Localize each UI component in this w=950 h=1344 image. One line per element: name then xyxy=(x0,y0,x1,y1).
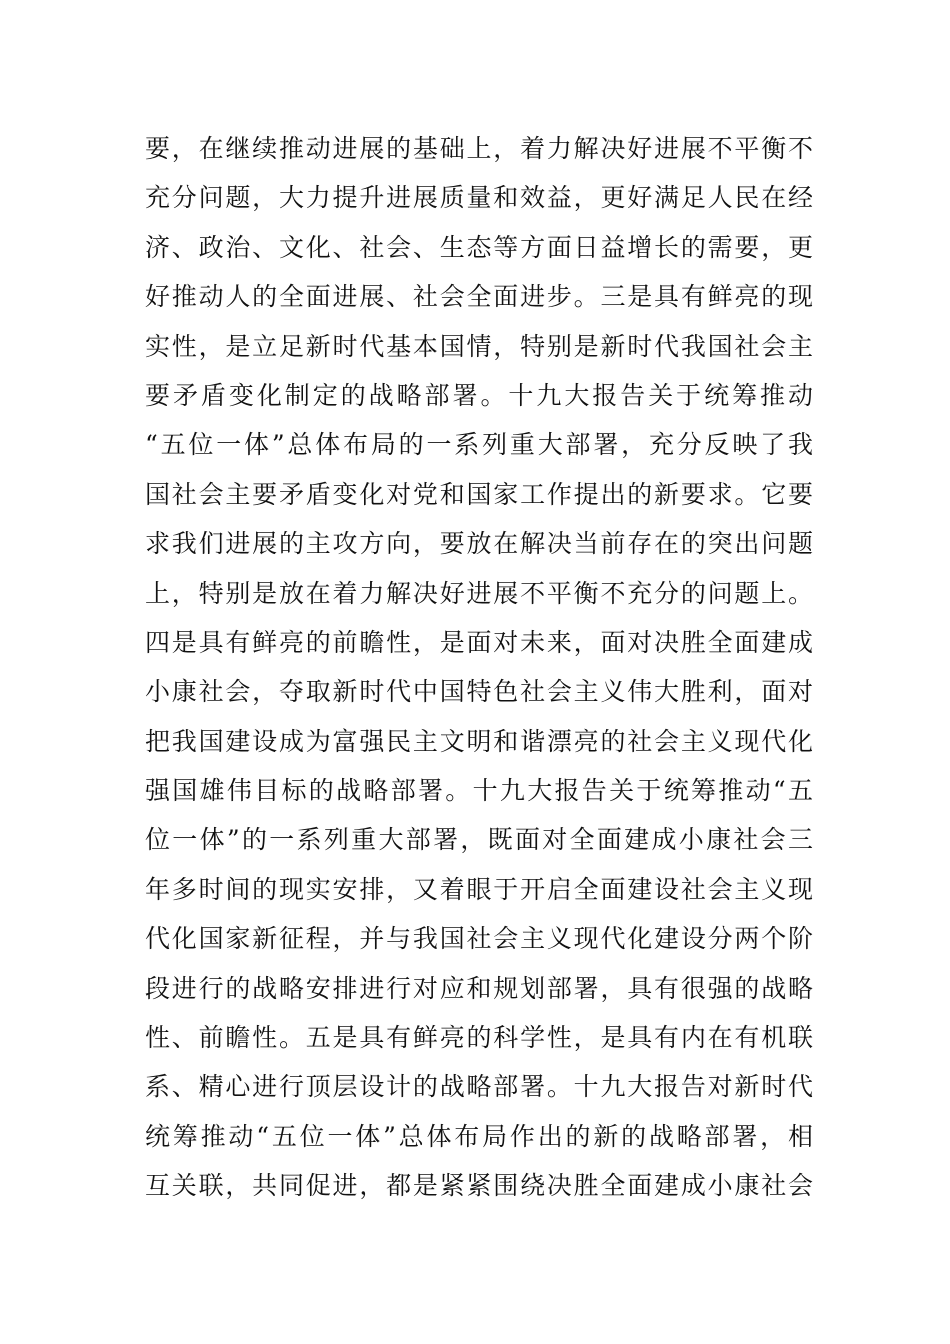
text-line-9: 求我们进展的主攻方向，要放在解决当前存在的突出问题 xyxy=(145,529,813,559)
text-line-2: 充分问题，大力提升进展质量和效益，更好满足人民在经 xyxy=(145,183,813,213)
text-line-4: 好推动人的全面进展、社会全面进步。三是具有鲜亮的现 xyxy=(145,282,813,312)
text-line-1: 要，在继续推动进展的基础上，着力解决好进展不平衡不 xyxy=(145,134,813,163)
body-text xyxy=(145,124,813,1211)
text-line-6: 要矛盾变化制定的战略部署。十九大报告关于统筹推动 xyxy=(145,380,813,410)
text-line-14: 强国雄伟目标的战略部署。十九大报告关于统筹推动“五 xyxy=(145,776,813,806)
text-line-20: 系、精心进行顶层设计的战略部署。十九大报告对新时代 xyxy=(145,1072,813,1102)
text-line-8: 国社会主要矛盾变化对党和国家工作提出的新要求。它要 xyxy=(145,479,813,509)
text-line-22: 互关联，共同促进，都是紧紧围绕决胜全面建成小康社会 xyxy=(145,1171,813,1201)
text-line-3: 济、政治、文化、社会、生态等方面日益增长的需要，更 xyxy=(145,232,813,262)
text-line-5: 实性，是立足新时代基本国情，特别是新时代我国社会主 xyxy=(145,331,813,361)
text-line-18: 段进行的战略安排进行对应和规划部署，具有很强的战略 xyxy=(145,973,813,1003)
text-line-13: 把我国建设成为富强民主文明和谐漂亮的社会主义现代化 xyxy=(145,726,813,756)
text-line-19: 性、前瞻性。五是具有鲜亮的科学性，是具有内在有机联 xyxy=(145,1023,813,1053)
text-line-12: 小康社会，夺取新时代中国特色社会主义伟大胜利，面对 xyxy=(145,677,813,707)
text-line-15: 位一体”的一系列重大部署，既面对全面建成小康社会三 xyxy=(145,825,813,855)
text-line-17: 代化国家新征程，并与我国社会主义现代化建设分两个阶 xyxy=(145,924,813,954)
text-line-10: 上，特别是放在着力解决好进展不平衡不充分的问题上。 xyxy=(145,578,813,608)
text-line-7: “五位一体”总体布局的一系列重大部署，充分反映了我 xyxy=(145,430,813,460)
text-line-16: 年多时间的现实安排，又着眼于开启全面建设社会主义现 xyxy=(145,874,813,904)
text-line-11: 四是具有鲜亮的前瞻性，是面对未来，面对决胜全面建成 xyxy=(145,627,813,657)
text-line-21: 统筹推动“五位一体”总体布局作出的新的战略部署，相 xyxy=(145,1121,813,1151)
